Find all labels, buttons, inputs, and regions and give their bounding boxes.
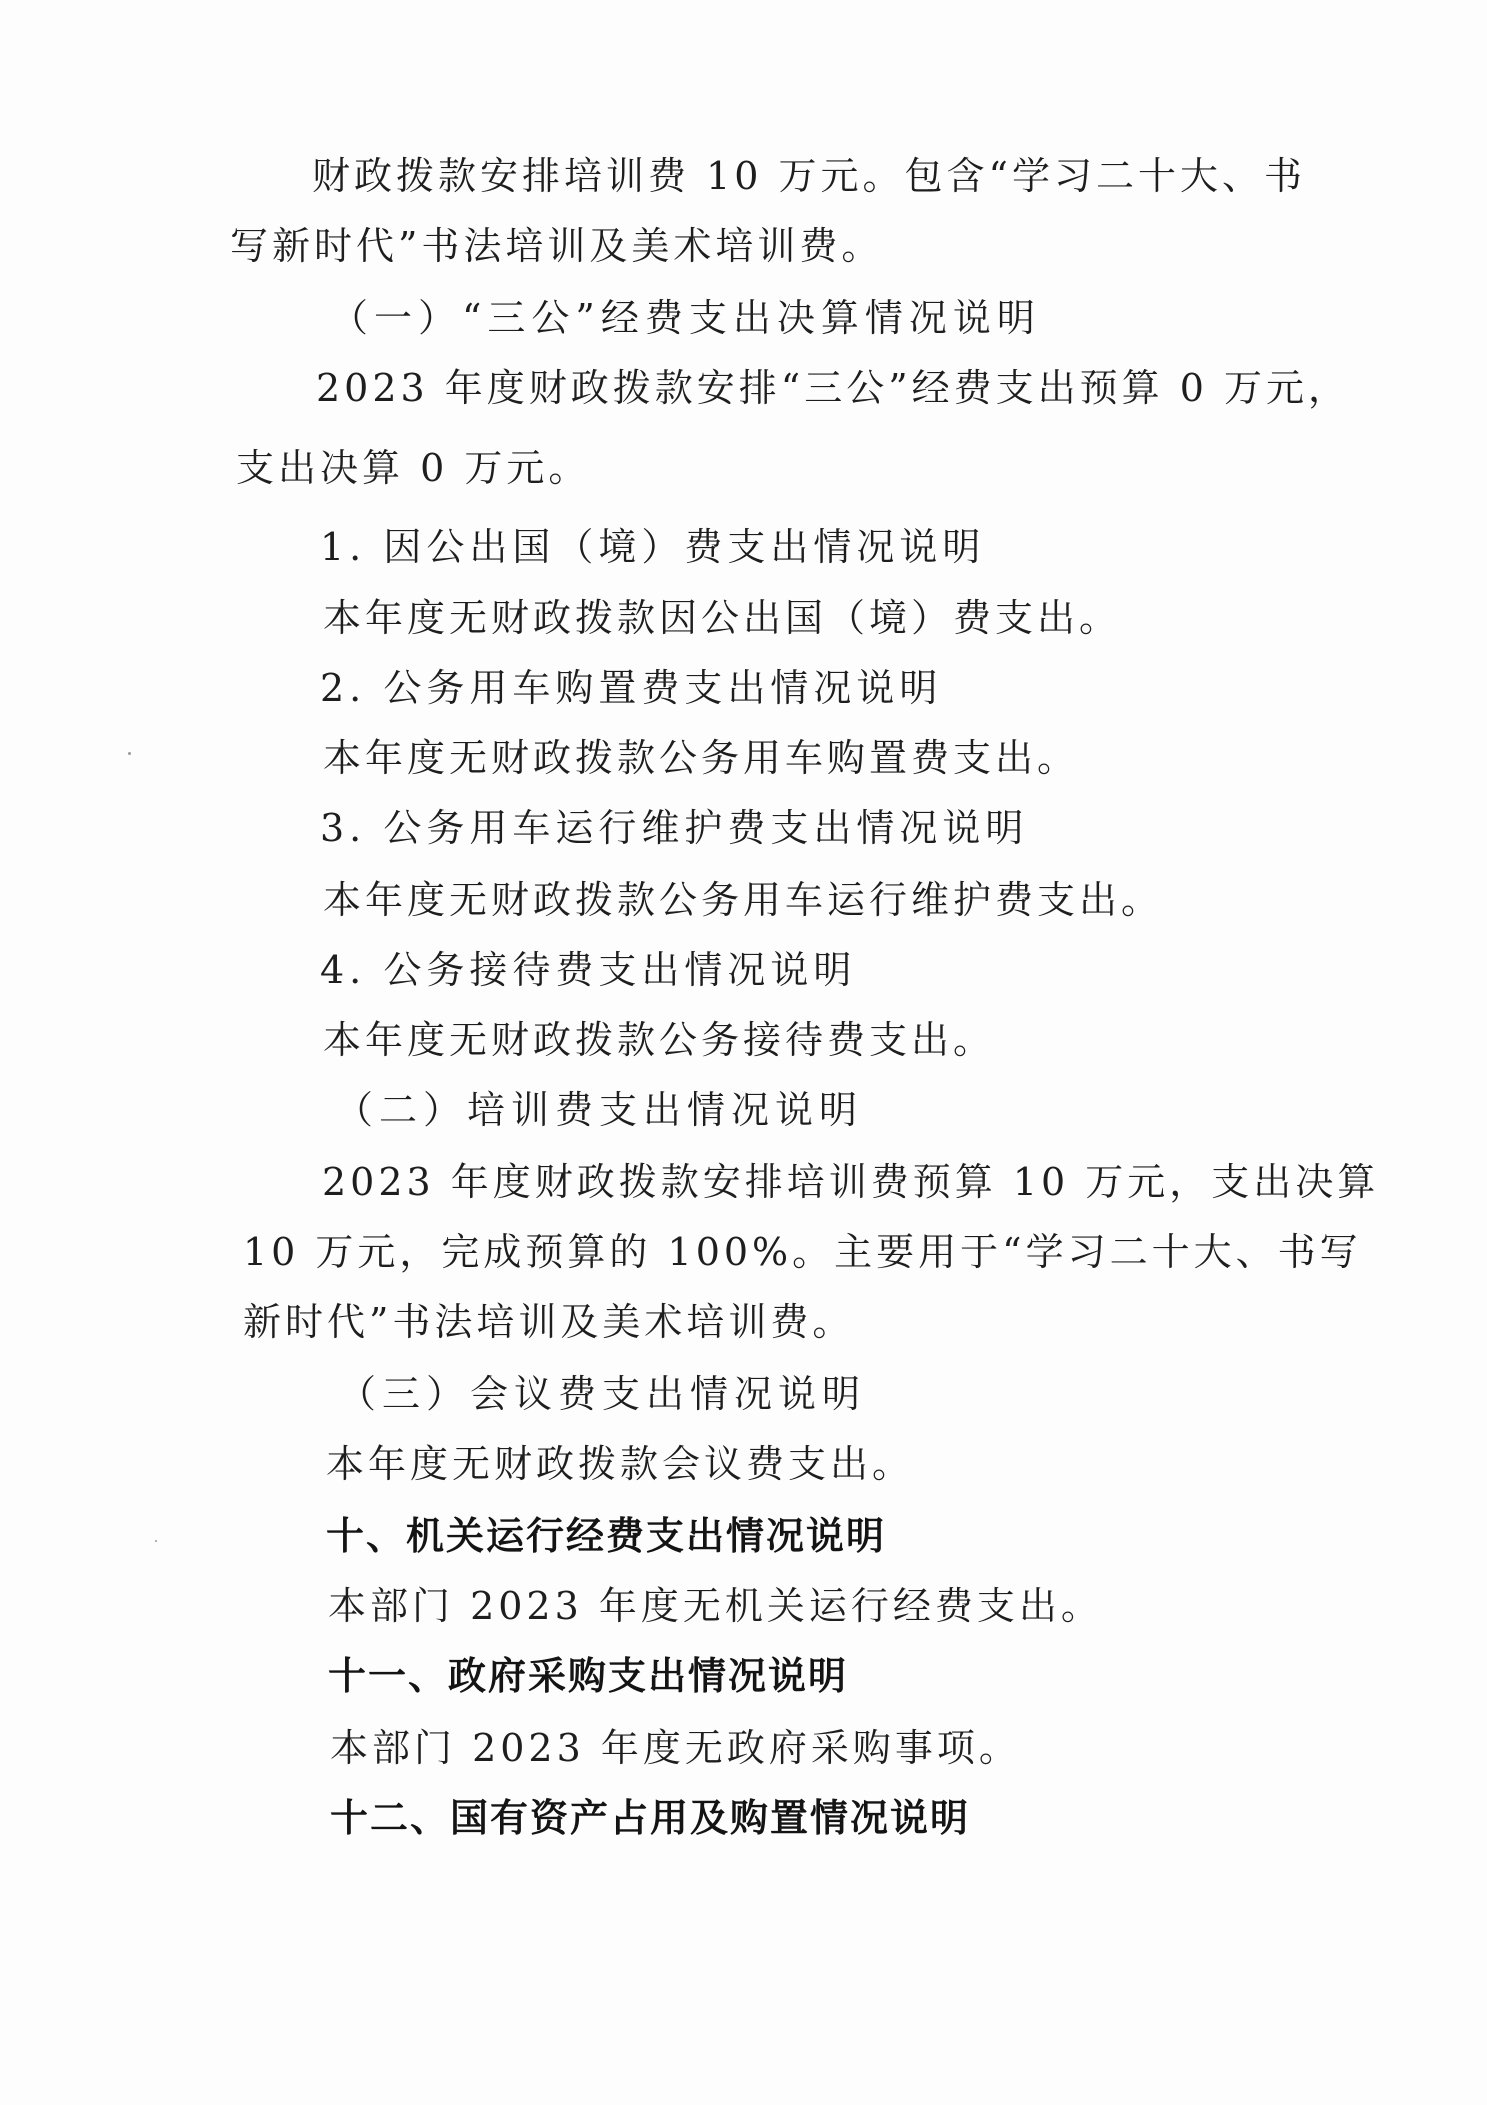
paragraph-line: 支出决算 0 万元。 <box>236 446 591 490</box>
paragraph-line: 本年度无财政拨款公务用车购置费支出。 <box>323 736 1080 780</box>
chapter-heading: 十、机关运行经费支出情况说明 <box>326 1514 887 1558</box>
paragraph-line: 写新时代”书法培训及美术培训费。 <box>230 224 884 268</box>
paragraph-line: 财政拨款安排培训费 10 万元。包含“学习二十大、书 <box>312 154 1306 198</box>
scan-speck <box>128 752 131 755</box>
paragraph-line: 本部门 2023 年度无机关运行经费支出。 <box>328 1584 1103 1628</box>
subsection-heading: 3. 公务用车运行维护费支出情况说明 <box>320 806 1029 850</box>
section-heading: （一）“三公”经费支出决算情况说明 <box>330 296 1041 340</box>
section-heading: （三）会议费支出情况说明 <box>338 1372 867 1416</box>
chapter-heading: 十二、国有资产占用及购置情况说明 <box>330 1796 971 1840</box>
subsection-heading: 1. 因公出国（境）费支出情况说明 <box>320 525 986 569</box>
scan-speck <box>155 1540 157 1542</box>
paragraph-line: 本年度无财政拨款会议费支出。 <box>326 1442 915 1486</box>
paragraph-line: 本部门 2023 年度无政府采购事项。 <box>330 1726 1021 1770</box>
subsection-heading: 4. 公务接待费支出情况说明 <box>320 948 857 992</box>
paragraph-line: 新时代”书法培训及美术培训费。 <box>243 1300 855 1344</box>
paragraph-line: 本年度无财政拨款因公出国（境）费支出。 <box>323 596 1122 640</box>
paragraph-line: 本年度无财政拨款公务接待费支出。 <box>323 1018 996 1062</box>
paragraph-line: 本年度无财政拨款公务用车运行维护费支出。 <box>323 878 1164 922</box>
section-heading: （二）培训费支出情况说明 <box>335 1088 864 1132</box>
subsection-heading: 2. 公务用车购置费支出情况说明 <box>320 666 943 710</box>
paragraph-line: 2023 年度财政拨款安排培训费预算 10 万元，支出决算 <box>322 1160 1380 1204</box>
paragraph-line: 2023 年度财政拨款安排“三公”经费支出预算 0 万元， <box>316 366 1350 410</box>
chapter-heading: 十一、政府采购支出情况说明 <box>328 1654 849 1698</box>
paragraph-line: 10 万元，完成预算的 100%。主要用于“学习二十大、书写 <box>243 1230 1362 1274</box>
